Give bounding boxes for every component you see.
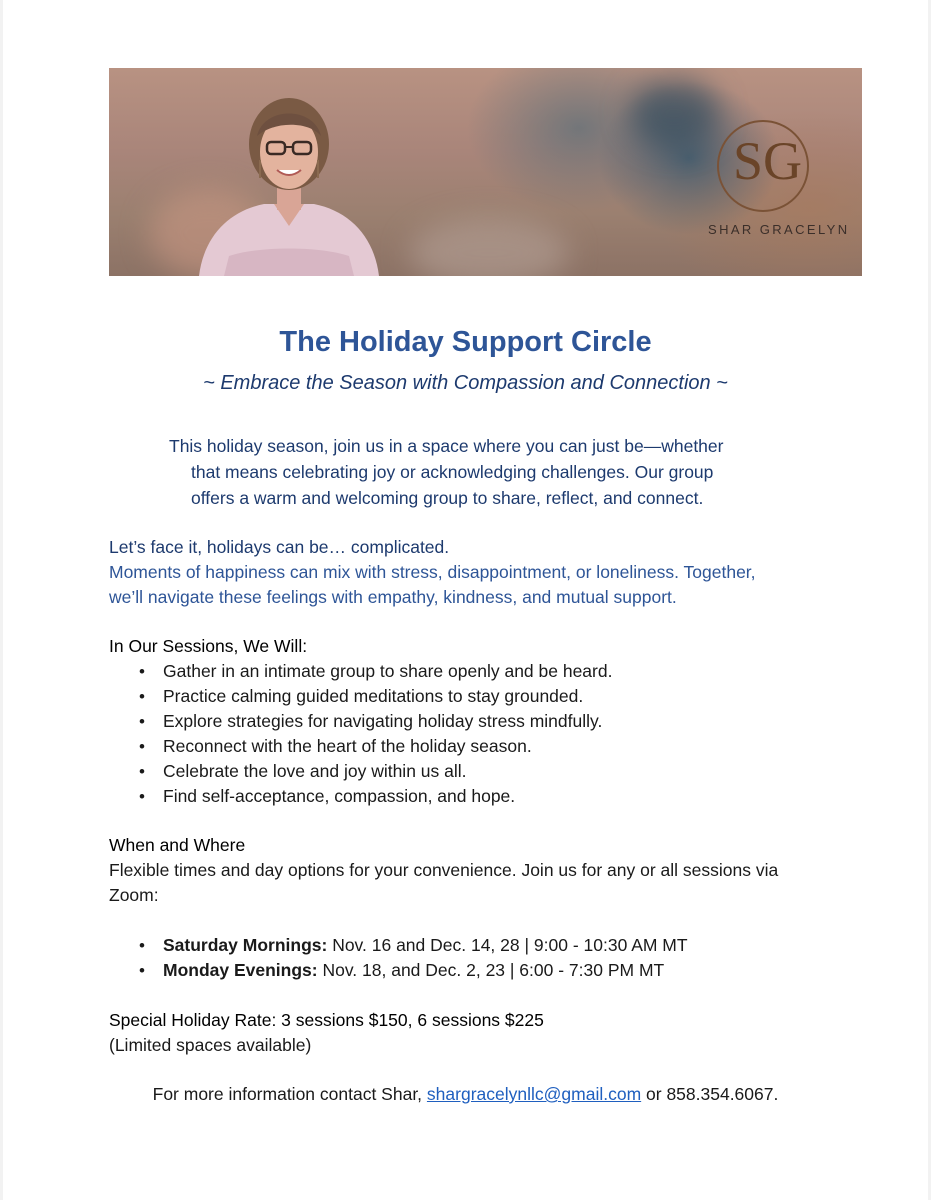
rate-note: (Limited spaces available) — [109, 1035, 312, 1055]
when-where-body-line: Flexible times and day options for your convenience. Join us for any or all sessions via — [109, 860, 779, 880]
when-where-body-line: Zoom: — [109, 885, 159, 905]
list-item: • Celebrate the love and joy within us all. — [109, 759, 829, 784]
schedule-detail: Nov. 18, and Dec. 2, 23 | 6:00 - 7:30 PM MT — [317, 960, 665, 980]
list-item: • Explore strategies for navigating holiday stress mindfully. — [109, 709, 829, 734]
list-item: • Find self-acceptance, compassion, and hope. — [109, 784, 829, 809]
when-where-section — [109, 833, 829, 908]
contact-suffix: or 858.354.6067. — [641, 1084, 779, 1104]
logo-wordmark: SHAR GRACELYN — [708, 222, 850, 237]
schedule-label: Saturday Mornings: — [163, 935, 328, 955]
sessions-list — [109, 659, 829, 809]
list-item: • Reconnect with the heart of the holiday season. — [109, 734, 829, 759]
intro-line: offers a warm and welcoming group to share, reflect, and connect. — [191, 488, 704, 508]
contact-line — [3, 1084, 928, 1105]
logo-monogram — [717, 120, 809, 212]
portrait-image — [189, 86, 389, 276]
page-title: The Holiday Support Circle — [279, 326, 652, 358]
schedule-detail: Nov. 16 and Dec. 14, 28 | 9:00 - 10:30 AM MT — [327, 935, 688, 955]
list-item: • Gather in an intimate group to share openly and be heard. — [109, 659, 829, 684]
schedule-item — [109, 958, 829, 983]
schedule-section — [109, 933, 829, 983]
complicated-body-line: we’ll navigate these feelings with empathy, kindness, and mutual support. — [109, 587, 677, 607]
complicated-section — [109, 535, 829, 610]
intro-line: that means celebrating joy or acknowledging challenges. Our group — [191, 462, 714, 482]
when-where-heading: When and Where — [109, 835, 246, 855]
intro-line: This holiday season, join us in a space where you can just be—whether — [169, 436, 724, 456]
complicated-body-line: Moments of happiness can mix with stress, disappointment, or loneliness. Together, — [109, 562, 756, 582]
sg-logo — [708, 120, 850, 237]
rate-heading: Special Holiday Rate: 3 sessions $150, 6 sessions $225 — [109, 1010, 544, 1030]
schedule-item — [109, 933, 829, 958]
schedule-label: Monday Evenings: — [163, 960, 318, 980]
logo-letters: SG — [733, 131, 803, 191]
intro-paragraph — [169, 433, 769, 511]
sessions-section — [109, 634, 829, 809]
contact-prefix: For more information contact Shar, — [152, 1084, 427, 1104]
page-subtitle: ~ Embrace the Season with Compassion and Connection ~ — [203, 372, 728, 394]
rate-section — [109, 1008, 829, 1058]
flyer-page — [3, 0, 928, 1200]
schedule-list — [109, 933, 829, 983]
list-item: • Practice calming guided meditations to stay grounded. — [109, 684, 829, 709]
sessions-heading: In Our Sessions, We Will: — [109, 636, 308, 656]
email-link[interactable]: shargracelynllc@gmail.com — [426, 1084, 642, 1104]
complicated-heading: Let’s face it, holidays can be… complicated. — [109, 537, 450, 557]
header-banner — [109, 68, 862, 276]
